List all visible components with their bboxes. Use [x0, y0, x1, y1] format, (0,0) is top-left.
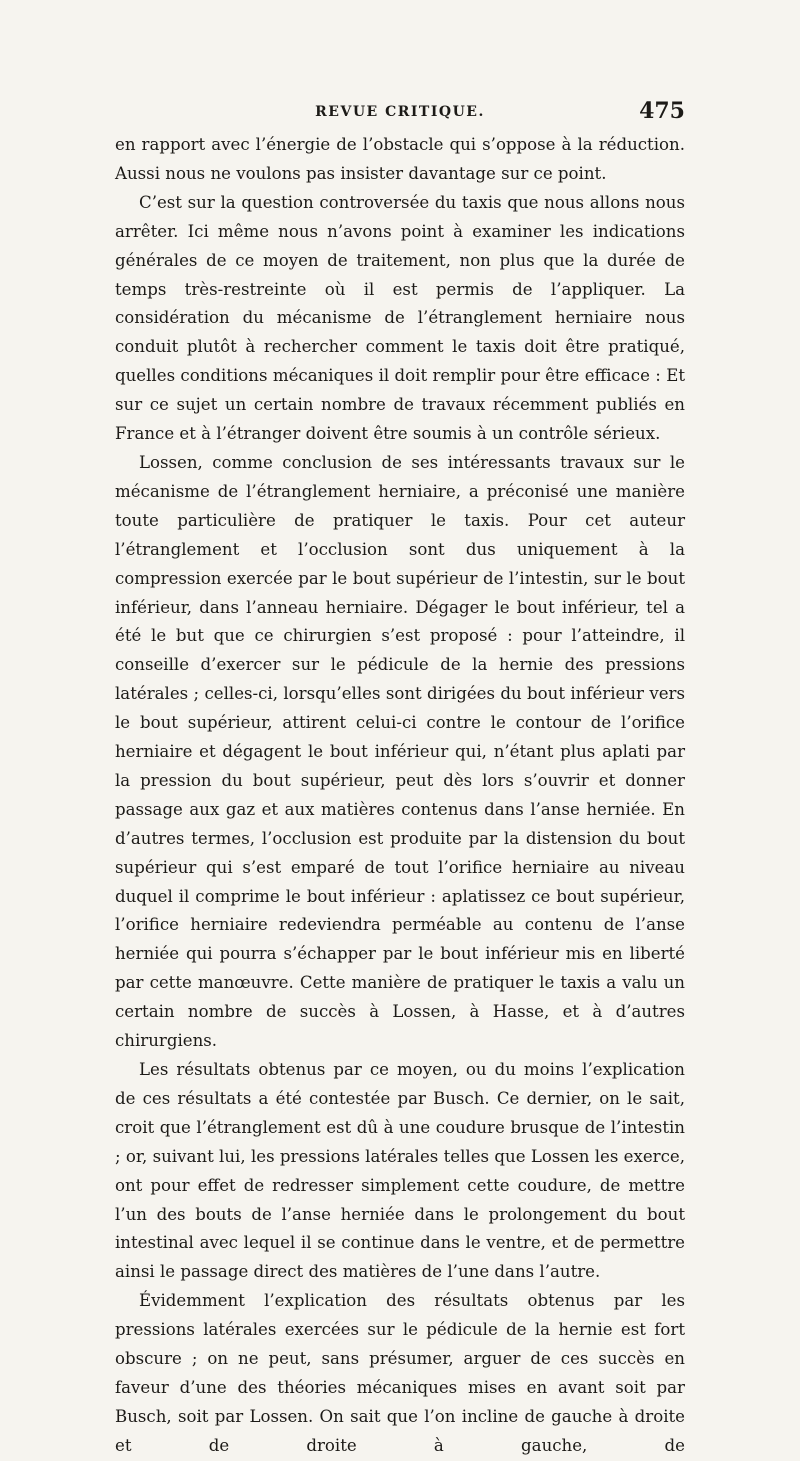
page-number: 475	[639, 98, 685, 124]
paragraph-explanation: Évidemment l’explication des résultats obtenus par les pressions latérales exercées sur le pédicule de la hernie est fort obscure ; on ne peut, sans présumer, arguer de ces succès en faveur d’une des théories mécaniques mises en avant soit par Busch, soit par Lossen. On sait que l’on incline de gauche à droite et de droite à gauche, de	[115, 1291, 685, 1455]
page-header	[115, 98, 685, 128]
body-text	[115, 131, 685, 1461]
paragraph-busch: Les résultats obtenus par ce moyen, ou du moins l’explication de ces résultats a été contestée par Busch. Ce dernier, on le sait, croit que l’étranglement est dû à une coudure brusque de l’intestin ; or, suivant lui, les pressions latérales telles que Lossen les exerce, ont pour effet de redresser simplement cette coudure, de mettre l’un des bouts de l’anse herniée dans le prolongement du bout intestinal avec lequel il se continue dans le ventre, et de permettre ainsi le passage direct des matières de l’une dans l’autre.	[115, 1060, 685, 1282]
paragraph-lossen: Lossen, comme conclusion de ses intéressants travaux sur le mécanisme de l’étranglement herniaire, a préconisé une manière toute particulière de pratiquer le taxis. Pour cet auteur l’étranglement et l’occlusion sont dus uniquement à la compression exercée par le bout supérieur de l’intestin, sur le bout inférieur, dans l’anneau herniaire. Dégager le bout inférieur, tel a été le but que ce chirurgien s’est proposé : pour l’atteindre, il conseille d’exercer sur le pédicule de la hernie des pressions latérales ; celles-ci, lorsqu’elles sont dirigées du bout inférieur vers le bout supérieur, attirent celui-ci contre le contour de l’orifice herniaire et dégagent le bout inférieur qui, n’étant plus aplati par la pression du bout supérieur, peut dès lors s’ouvrir et donner passage aux gaz et aux matières contenus dans l’anse herniée. En d’autres termes, l’occlusion est produite par la distension du bout supérieur qui s’est emparé de tout l’orifice herniaire au niveau duquel il comprime le bout inférieur : aplatissez ce bout supérieur, l’orifice herniaire redeviendra perméable au contenu de l’anse herniée qui pourra s’échapper par le bout inférieur mis en liberté par cette manœuvre. Cette manière de pratiquer le taxis a valu un certain nombre de succès à Lossen, à Hasse, et à d’autres chirurgiens.	[115, 452, 685, 1051]
paragraph-taxis-question: C’est sur la question controversée du taxis que nous allons nous arrêter. Ici même nous n’avons point à examiner les indications générales de ce moyen de traitement, non plus que la durée de temps très-restreinte où il est permis de l’appliquer. La considération du mécanisme de l’étranglement herniaire nous conduit plutôt à rechercher comment le taxis doit être pratiqué, quelles conditions mécaniques il doit remplir pour être efficace : Et sur ce sujet un certain nombre de travaux récemment publiés en France et à l’étranger doivent être soumis à un contrôle sérieux.	[115, 192, 685, 444]
running-title: REVUE CRITIQUE.	[315, 104, 485, 120]
paragraph-continuation: en rapport avec l’énergie de l’obstacle qui s’oppose à la réduction. Aussi nous ne voulons pas insister davantage sur ce point.	[115, 135, 685, 183]
